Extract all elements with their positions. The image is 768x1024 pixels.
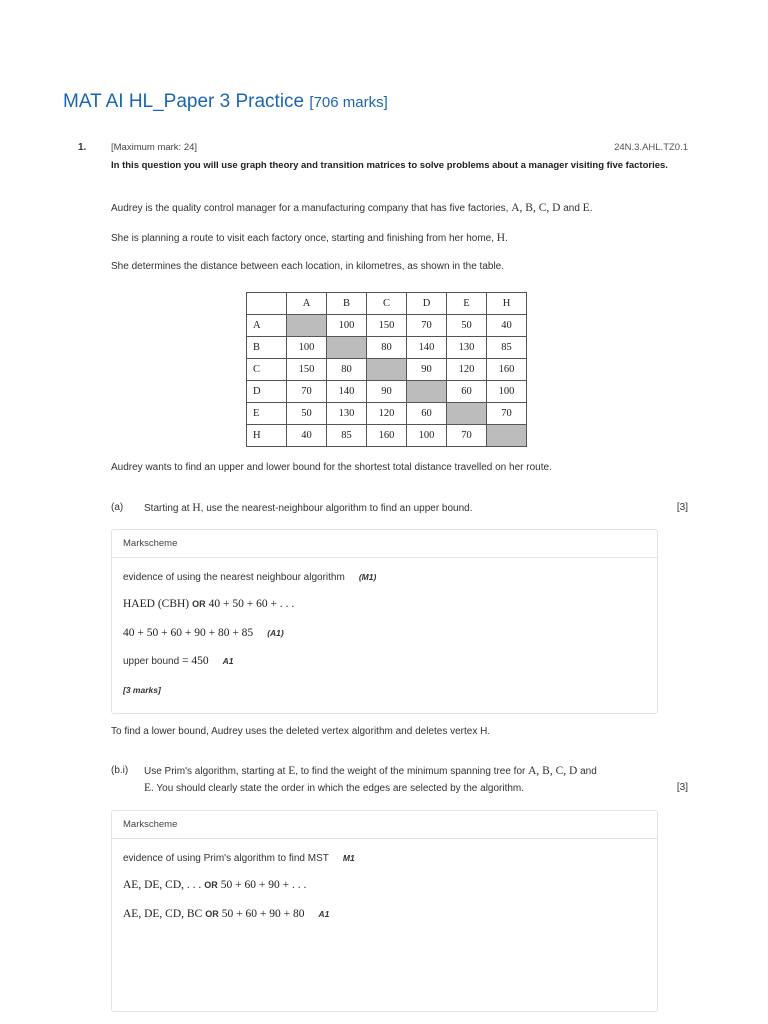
paragraph-route (111, 232, 508, 244)
table-cell: 40 (287, 425, 327, 447)
table-cell: 70 (287, 381, 327, 403)
table-cell: 50 (447, 315, 487, 337)
part-bi-l1-end: and (577, 766, 597, 777)
table-column-header: H (487, 293, 527, 315)
table-cell: 60 (447, 381, 487, 403)
table-cell: 160 (367, 425, 407, 447)
table-cell: 160 (487, 359, 527, 381)
markscheme-bi-line3 (123, 908, 329, 920)
table-row-header: A (247, 315, 287, 337)
markscheme-a-heading: Markscheme (112, 530, 657, 558)
table-shaded-cell (447, 403, 487, 425)
table-cell: 85 (327, 425, 367, 447)
table-row (247, 425, 527, 447)
paragraph-bounds: Audrey wants to find an upper and lower bound for the shortest total distance travelled on her route. (111, 462, 552, 473)
question-number: 1. (78, 142, 87, 153)
table-shaded-cell (487, 425, 527, 447)
markscheme-a-line2 (123, 598, 294, 610)
markscheme-a-line4 (123, 655, 233, 667)
part-bi-l2-text: . You should clearly state the order in which the edges are selected by the algorithm. (151, 783, 525, 794)
p1-math: A, B, C, D (511, 202, 561, 214)
table-cell: 140 (407, 337, 447, 359)
table-row (247, 315, 527, 337)
ms-bi-l2-math: AE, DE, CD, . . . (123, 879, 202, 891)
p2-end: . (505, 233, 508, 244)
page-title (63, 91, 388, 113)
table-shaded-cell (327, 337, 367, 359)
table-column-header: D (407, 293, 447, 315)
table-cell: 80 (367, 337, 407, 359)
table-cell: 85 (487, 337, 527, 359)
p1-end: . (589, 203, 593, 214)
part-a-text-pre: Starting at (144, 503, 193, 514)
part-bi-label: (b.i) (111, 765, 129, 776)
table-cell: 100 (327, 315, 367, 337)
markscheme-a-total: [3 marks] (123, 685, 161, 695)
table-row (247, 403, 527, 425)
table-row-header: B (247, 337, 287, 359)
ms-a-l4-text: upper bound (123, 656, 182, 667)
p1-and: and (560, 203, 583, 214)
part-a-text-post: , use the nearest-neighbour algorithm to find an upper bound. (200, 503, 473, 514)
ms-a-l2-or: OR (192, 599, 206, 609)
table-cell: 130 (327, 403, 367, 425)
question-intro: In this question you will use graph theory and transition matrices to solve problems about a manager visiting five factories. (111, 160, 668, 171)
ms-a-l3-award: (A1) (267, 628, 284, 638)
distance-table (246, 292, 527, 447)
p1-text: Audrey is the quality control manager for a manufacturing company that has five factories, (111, 203, 512, 214)
p1-math2: E (582, 202, 590, 214)
table-column-header: E (447, 293, 487, 315)
markscheme-bi-line2 (123, 879, 306, 891)
table-shaded-cell (287, 315, 327, 337)
ms-a-l4-math: = 450 (181, 655, 209, 667)
markscheme-bi-line1 (123, 853, 355, 864)
title-text: MAT AI HL_Paper 3 Practice (63, 91, 305, 112)
part-a-marks: [3] (676, 502, 688, 513)
table-row-header: C (247, 359, 287, 381)
ms-bi-l3-award: A1 (318, 909, 330, 919)
part-bi-l1-math: E (288, 765, 296, 777)
table-cell: 120 (447, 359, 487, 381)
table-row-header: H (247, 425, 287, 447)
part-bi-l2-math: E (144, 782, 152, 794)
part-a-math: H (192, 502, 201, 514)
maximum-mark: [Maximum mark: 24] (111, 142, 198, 153)
paragraph-distance: She determines the distance between each location, in kilometres, as shown in the table. (111, 261, 505, 272)
ms-bi-l2-or: OR (204, 880, 218, 890)
ms-a-l2-math2: 40 + 50 + 60 + . . . (208, 598, 295, 610)
table-cell: 130 (447, 337, 487, 359)
table-cell: 90 (367, 381, 407, 403)
table-cell: 100 (287, 337, 327, 359)
table-cell: 70 (487, 403, 527, 425)
ms-a-l2-math: HAED (CBH) (123, 598, 190, 610)
ms-a-l1-award: (M1) (358, 572, 377, 582)
part-bi-marks: [3] (676, 782, 688, 793)
table-shaded-cell (367, 359, 407, 381)
table-cell: 70 (447, 425, 487, 447)
table-column-header: A (287, 293, 327, 315)
table-header-row (247, 293, 527, 315)
p2-text: She is planning a route to visit each factory once, starting and finishing from her home, (111, 233, 497, 244)
table-cell: 50 (287, 403, 327, 425)
markscheme-bi-box (111, 810, 658, 1012)
paragraph-lower-bound: To find a lower bound, Audrey uses the deleted vertex algorithm and deletes vertex H. (111, 726, 491, 737)
table-row-header: E (247, 403, 287, 425)
part-a-label: (a) (111, 502, 124, 513)
ms-bi-l1-award: M1 (342, 853, 355, 863)
ms-a-l4-award: A1 (222, 656, 234, 666)
markscheme-bi-heading: Markscheme (112, 811, 657, 839)
ms-bi-l2-math2: 50 + 60 + 90 + . . . (220, 879, 307, 891)
table-corner-cell (247, 293, 287, 315)
table-cell: 90 (407, 359, 447, 381)
table-cell: 120 (367, 403, 407, 425)
ms-bi-l3-math: AE, DE, CD, BC (123, 908, 203, 920)
table-cell: 40 (487, 315, 527, 337)
part-bi-question-line1 (144, 765, 597, 777)
p2-math: H (496, 232, 506, 244)
table-cell: 70 (407, 315, 447, 337)
table-row (247, 359, 527, 381)
part-bi-question-line2 (144, 782, 524, 794)
table-cell: 100 (487, 381, 527, 403)
ms-bi-l1-text: evidence of using Prim's algorithm to find MST (123, 853, 329, 864)
markscheme-a-line1 (123, 572, 376, 583)
table-column-header: C (367, 293, 407, 315)
part-bi-l1-mid: , to find the weight of the minimum spanning tree for (295, 766, 529, 777)
part-bi-l1-pre: Use Prim's algorithm, starting at (144, 766, 289, 777)
title-marks: [706 marks] (309, 94, 388, 111)
part-a-question (144, 502, 473, 514)
table-row-header: D (247, 381, 287, 403)
markscheme-a-box (111, 529, 658, 714)
ms-bi-l3-math2: 50 + 60 + 90 + 80 (221, 908, 305, 920)
table-cell: 150 (287, 359, 327, 381)
table-cell: 140 (327, 381, 367, 403)
table-cell: 100 (407, 425, 447, 447)
part-bi-l1-math2: A, B, C, D (528, 765, 578, 777)
table-cell: 80 (327, 359, 367, 381)
paragraph-factories (111, 202, 592, 214)
ms-a-l1-text: evidence of using the nearest neighbour algorithm (123, 572, 345, 583)
ms-a-l3-math: 40 + 50 + 60 + 90 + 80 + 85 (123, 627, 254, 639)
table-column-header: B (327, 293, 367, 315)
table-cell: 60 (407, 403, 447, 425)
table-row (247, 337, 527, 359)
table-row (247, 381, 527, 403)
ms-bi-l3-or: OR (205, 909, 219, 919)
markscheme-a-line3 (123, 627, 284, 639)
question-code: 24N.3.AHL.TZ0.1 (614, 142, 688, 153)
table-shaded-cell (407, 381, 447, 403)
table-cell: 150 (367, 315, 407, 337)
